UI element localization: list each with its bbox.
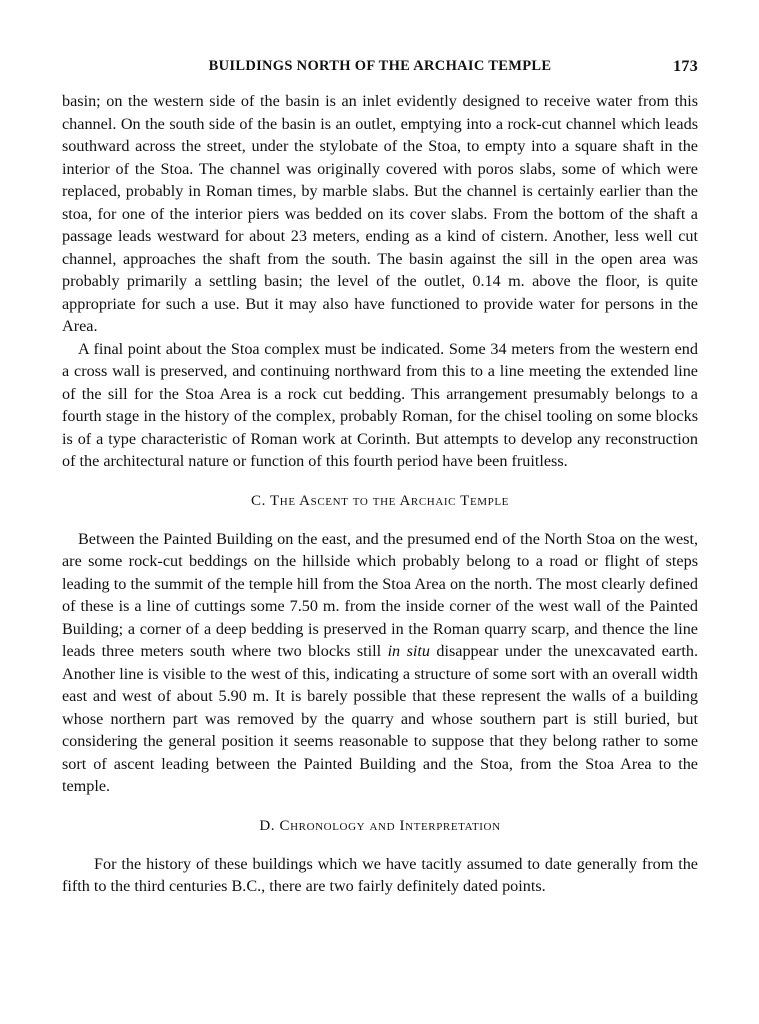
paragraph-ascent-part-2: disappear under the unexcavated earth. Another line is visible to the west of this, indicating a structure of some sort with an overall width east and west of about 5.90 m. It is barely possible that these represent the walls of a building whose northern part was removed by the quarry and whose southern part is still buried, but considering the general position it seems reasonable to suppose that they belong rather to some sort of ascent leading between the Painted Building and the Stoa, from the Stoa Area to the temple. [62, 642, 698, 795]
paragraph-stoa-complex: A final point about the Stoa complex must be indicated. Some 34 meters from the western end a cross wall is preserved, and continuing northward from this to a line meeting the extended line of the sill for the Stoa Area is a rock cut bedding. This arrangement presumably belongs to a fourth stage in the history of the complex, probably Roman, for the chisel tooling on some blocks is of a type characteristic of Roman work at Corinth. But attempts to develop any reconstruction of the architectural nature or function of this fourth period have been fruitless. [62, 339, 698, 470]
page-number: 173 [673, 58, 698, 75]
running-head [62, 58, 698, 80]
paragraph-chronology: For the history of these buildings which we have tacitly assumed to date generally from the fifth to the third centuries B.C., there are two fairly definitely dated points. [62, 854, 698, 895]
paragraph-basin: basin; on the western side of the basin is an inlet evidently designed to receive water from this channel. On the south side of the basin is an outlet, emptying into a rock-cut channel which leads southward across the street, under the stylobate of the Stoa, to empty into a square shaft in the interior of the Stoa. The channel was originally covered with poros slabs, some of which were replaced, probably in Roman times, by marble slabs. But the channel is certainly earlier than the stoa, for one of the interior piers was bedded on its cover slabs. From the bottom of the shaft a passage leads westward for about 23 meters, ending as a kind of cistern. Another, less well cut channel, approaches the shaft from the south. The basin against the sill in the open area was probably primarily a settling basin; the level of the outlet, 0.14 m. above the floor, is quite appropriate for such a use. But it may also have functioned to provide water for persons in the Area. [62, 92, 698, 335]
paragraph-ascent-part-1: Between the Painted Building on the east, and the presumed end of the North Stoa on the west, are some rock-cut beddings on the hillside which probably belong to a road or flight of steps leading to the summit of the temple hill from the Stoa Area on the north. The most clearly defined of these is a line of cuttings some 7.50 m. from the inside corner of the west wall of the Painted Building; a corner of a deep bedding is preserved in the Roman quarry scarp, and thence the line leads three meters south where two blocks still [62, 529, 698, 660]
paragraph-ascent [62, 528, 698, 798]
body-text [62, 90, 698, 898]
in-situ-term: in situ [387, 642, 430, 660]
section-heading-ascent: C. The Ascent to the Archaic Temple [250, 492, 509, 509]
running-title: BUILDINGS NORTH OF THE ARCHAIC TEMPLE [208, 58, 552, 74]
section-heading-chronology: D. Chronology and Interpretation [259, 817, 501, 834]
